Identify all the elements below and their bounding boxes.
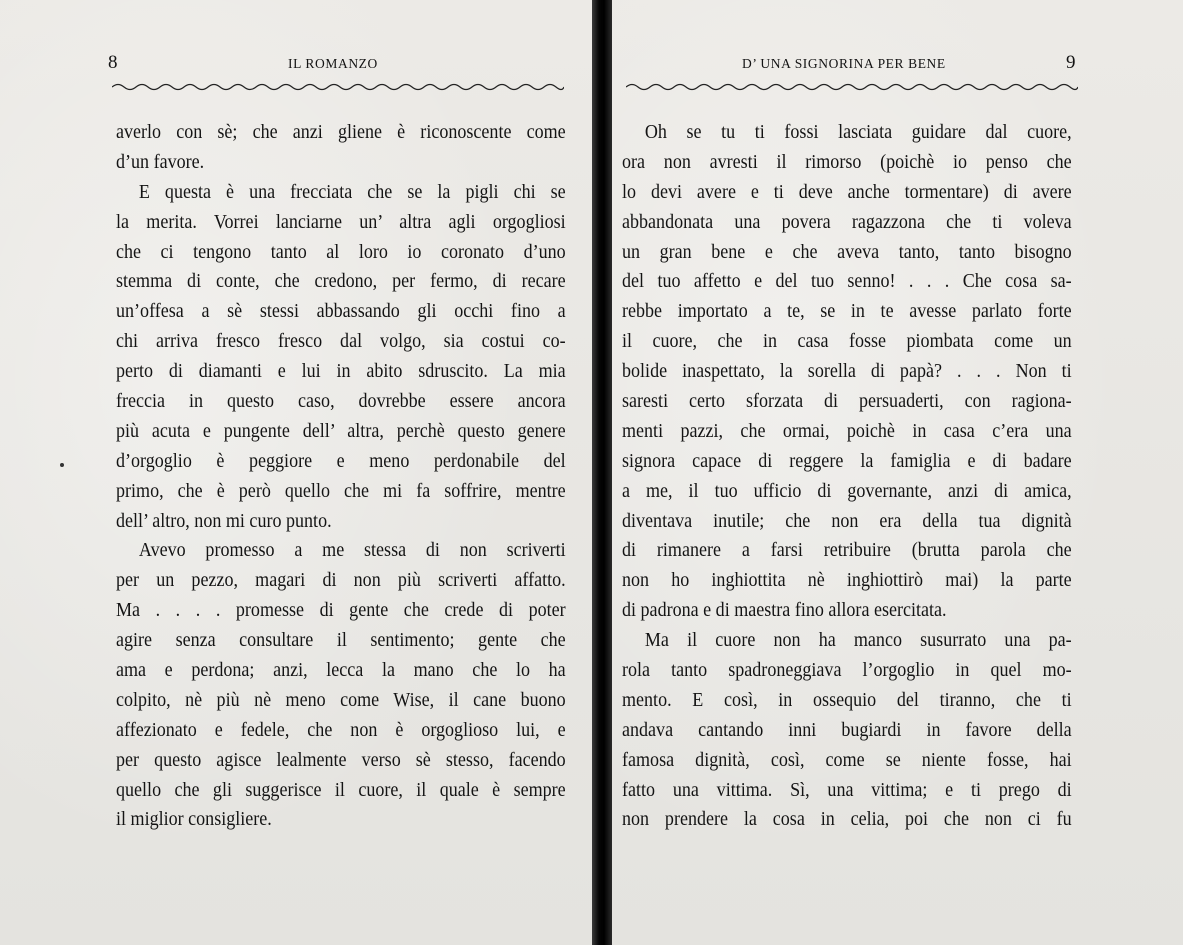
right-text-line: di padrona e di maestra fino allora esercitata. <box>622 599 947 622</box>
left-text-line: affezionato e fedele, che non è orgoglioso lui, e <box>116 718 566 741</box>
left-text-line: primo, che è però quello che mi fa soffrire, mentre <box>116 479 566 502</box>
right-text-line: diventava inutile; che non era della tua dignità <box>622 509 1072 532</box>
left-text-line: la merita. Vorrei lanciarne un’ altra agli orgogliosi <box>116 210 566 233</box>
right-text-line: bolide inaspettato, la sorella di papà? . . . Non ti <box>622 360 1072 383</box>
right-text-line: del tuo affetto e del tuo senno! . . . Che cosa sa- <box>622 270 1072 293</box>
left-text-line: che ci tengono tanto al loro io coronato d’uno <box>116 240 566 263</box>
left-wavy-rule <box>112 80 564 94</box>
left-text-line: chi arriva fresco fresco dal volgo, sia costui co- <box>116 330 566 353</box>
right-text-line: di rimanere a farsi retribuire (brutta parola che <box>622 539 1072 562</box>
right-text-line: abbandonata una povera ragazzona che ti voleva <box>622 210 1072 233</box>
right-text-line: signora capace di reggere la famiglia e di badare <box>622 449 1072 472</box>
left-text-line: più acuta e pungente dell’ altra, perchè questo genere <box>116 419 566 442</box>
left-text-line: dell’ altro, non mi curo punto. <box>116 509 332 532</box>
right-text-line: famosa dignità, così, come se niente fosse, hai <box>622 748 1072 771</box>
right-text-line: non ho inghiottita nè inghiottirò mai) la parte <box>622 569 1072 592</box>
right-text-line: lo devi avere e ti deve anche tormentare) di avere <box>622 180 1072 203</box>
left-text-line: quello che gli suggerisce il cuore, il quale è sempre <box>116 778 566 801</box>
right-body-text <box>622 118 1072 835</box>
left-text-line: d’orgoglio è peggiore e meno perdonabile del <box>116 449 566 472</box>
left-text-line: Avevo promesso a me stessa di non scriverti <box>138 539 566 562</box>
right-text-line: Oh se tu ti fossi lasciata guidare dal cuore, <box>644 121 1072 143</box>
left-text-line: agire senza consultare il sentimento; gente che <box>116 629 566 652</box>
left-text-line: ama e perdona; anzi, lecca la mano che lo ha <box>116 659 566 682</box>
right-text-line: a me, il tuo ufficio di governante, anzi di amica, <box>622 479 1072 502</box>
right-text-line: il cuore, che in casa fosse piombata come un <box>622 330 1072 353</box>
left-text-line: d’un favore. <box>116 150 205 173</box>
right-text-line: saresti certo sforzata di persuaderti, con ragiona- <box>622 390 1072 413</box>
ink-speck <box>60 463 64 467</box>
right-wavy-rule <box>626 80 1078 94</box>
left-text-line: freccia in questo caso, dovrebbe essere ancora <box>116 390 566 413</box>
left-body-text <box>116 118 566 835</box>
right-text-line: ora non avresti il rimorso (poichè io penso che <box>622 150 1072 173</box>
right-text-line: rebbe importato a te, se in te avesse parlato forte <box>622 300 1072 323</box>
right-text-line: menti pazzi, che ormai, poichè in casa c’era una <box>622 419 1072 442</box>
right-text-line: andava cantando inni bugiardi in favore della <box>622 718 1072 741</box>
left-text-line: per questo agisce lealmente verso sè stesso, facendo <box>116 748 566 771</box>
right-text-line: un gran bene e che aveva tanto, tanto bisogno <box>622 240 1072 263</box>
left-running-head: IL ROMANZO <box>288 56 378 71</box>
right-running-head: D’ UNA SIGNORINA PER BENE <box>742 56 946 71</box>
left-page-number: 8 <box>108 52 118 73</box>
right-text-line: non prendere la cosa in celia, poi che non ci fu <box>622 808 1072 831</box>
right-text-line: fatto una vittima. Sì, una vittima; e ti prego di <box>622 778 1072 801</box>
right-text-line: rola tanto spadroneggiava l’orgoglio in quel mo- <box>622 659 1072 682</box>
left-text-line: perto di diamanti e lui in abito sdruscito. La mia <box>116 360 566 383</box>
right-page-number: 9 <box>1066 52 1076 73</box>
left-text-line: un’offesa a sè stessi abbassando gli occhi fino a <box>116 300 566 323</box>
left-text-line: colpito, nè più nè meno come Wise, il cane buono <box>116 688 566 711</box>
left-text-line: il miglior consigliere. <box>116 808 272 831</box>
right-text-line: Ma il cuore non ha manco susurrato una pa- <box>644 629 1072 652</box>
left-text-line: stemma di conte, che credono, per fermo, di recare <box>116 270 566 293</box>
left-text-line: averlo con sè; che anzi gliene è riconoscente come <box>116 121 566 143</box>
right-text-line: mento. E così, in ossequio del tiranno, che ti <box>622 688 1072 711</box>
left-text-line: per un pezzo, magari di non più scriverti affatto. <box>116 569 566 592</box>
left-text-line: E questa è una frecciata che se la pigli chi se <box>138 180 566 203</box>
right-page <box>612 0 1183 945</box>
book-gutter <box>592 0 612 945</box>
left-text-line: Ma . . . . promesse di gente che crede di poter <box>116 599 566 622</box>
